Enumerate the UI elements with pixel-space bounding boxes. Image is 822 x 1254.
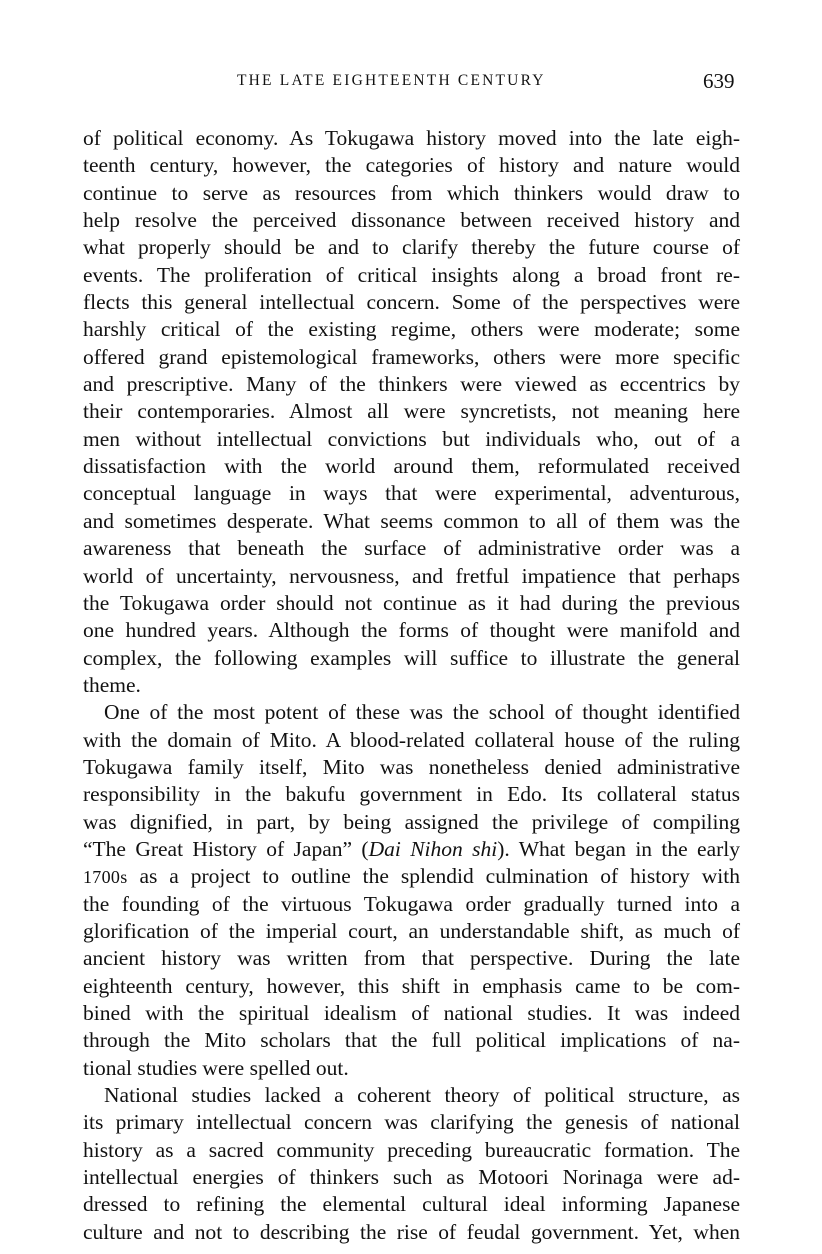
- text-line: ancient history was written from that perspective. During the late: [83, 946, 740, 971]
- text-line: teenth century, however, the categories of history and nature would: [83, 153, 740, 178]
- text-line: and sometimes desperate. What seems common to all of them was the: [83, 508, 740, 533]
- text-line: dissatisfaction with the world around them, reformulated received: [83, 454, 740, 479]
- italic-title: Dai Nihon shi: [368, 836, 498, 861]
- text-line: offered grand epistemological frameworks, others were more specific: [83, 344, 740, 369]
- text-segment: ). What began in the early: [497, 836, 740, 861]
- text-line: culture and not to describing the rise of feudal government. Yet, when: [83, 1219, 740, 1244]
- text-line: flects this general intellectual concern. Some of the perspectives were: [83, 290, 740, 315]
- text-line-with-italic-title: [83, 836, 740, 863]
- text-line: responsibility in the bakufu government in Edo. Its collateral status: [83, 782, 740, 807]
- text-line: their contemporaries. Almost all were syncretists, not meaning here: [83, 399, 740, 424]
- text-line: the founding of the virtuous Tokugawa order gradually turned into a: [83, 891, 740, 916]
- text-line: through the Mito scholars that the full political implications of na-: [83, 1028, 740, 1053]
- body-text: [83, 125, 740, 1246]
- text-line: conceptual language in ways that were experimental, adventurous,: [83, 481, 740, 506]
- paragraph-first-line: One of the most potent of these was the school of thought identified: [104, 700, 740, 725]
- text-line: tional studies were spelled out.: [83, 1055, 349, 1080]
- text-line: harshly critical of the existing regime, others were moderate; some: [83, 317, 740, 342]
- text-line: continue to serve as resources from which thinkers would draw to: [83, 180, 740, 205]
- text-line: events. The proliferation of critical insights along a broad front re-: [83, 262, 740, 287]
- text-line: of political economy. As Tokugawa history moved into the late eigh-: [83, 126, 740, 150]
- text-line: its primary intellectual concern was clarifying the genesis of national: [83, 1110, 740, 1135]
- paragraph-first-line: National studies lacked a coherent theory of political structure, as: [104, 1083, 740, 1108]
- date-numeral: 1700s: [83, 867, 128, 888]
- text-line: awareness that beneath the surface of administrative order was a: [83, 536, 740, 561]
- text-line: theme.: [83, 672, 141, 697]
- text-line: eighteenth century, however, this shift in emphasis came to be com-: [83, 973, 740, 998]
- text-segment: as a project to outline the splendid culmination of history with: [127, 864, 740, 889]
- text-line: one hundred years. Although the forms of thought were manifold and: [83, 618, 740, 643]
- text-line: and prescriptive. Many of the thinkers were viewed as eccentrics by: [83, 372, 740, 397]
- quoted-title: “The Great History of Japan” (: [83, 836, 369, 861]
- text-line: what properly should be and to clarify thereby the future course of: [83, 235, 740, 260]
- text-line: world of uncertainty, nervousness, and fretful impatience that perhaps: [83, 563, 740, 588]
- text-line: complex, the following examples will suffice to illustrate the general: [83, 645, 740, 670]
- text-line: the Tokugawa order should not continue as it had during the previous: [83, 590, 740, 615]
- text-line: was dignified, in part, by being assigned the privilege of compiling: [83, 809, 740, 834]
- text-line: Tokugawa family itself, Mito was nonetheless denied administrative: [83, 754, 740, 779]
- text-line: men without intellectual convictions but individuals who, out of a: [83, 426, 740, 451]
- text-line-with-date: [83, 863, 740, 890]
- text-line: intellectual energies of thinkers such as Motoori Norinaga were ad-: [83, 1165, 740, 1190]
- text-line: with the domain of Mito. A blood-related collateral house of the ruling: [83, 727, 740, 752]
- page-number: 639: [703, 69, 735, 93]
- text-line: bined with the spiritual idealism of national studies. It was indeed: [83, 1001, 740, 1025]
- running-head: THE LATE EIGHTEENTH CENTURY: [237, 72, 546, 89]
- text-line: help resolve the perceived dissonance between received history and: [83, 208, 740, 233]
- text-line: history as a sacred community preceding bureaucratic formation. The: [83, 1137, 740, 1162]
- text-line: glorification of the imperial court, an understandable shift, as much of: [83, 918, 740, 943]
- text-line: dressed to refining the elemental cultural ideal informing Japanese: [83, 1192, 740, 1217]
